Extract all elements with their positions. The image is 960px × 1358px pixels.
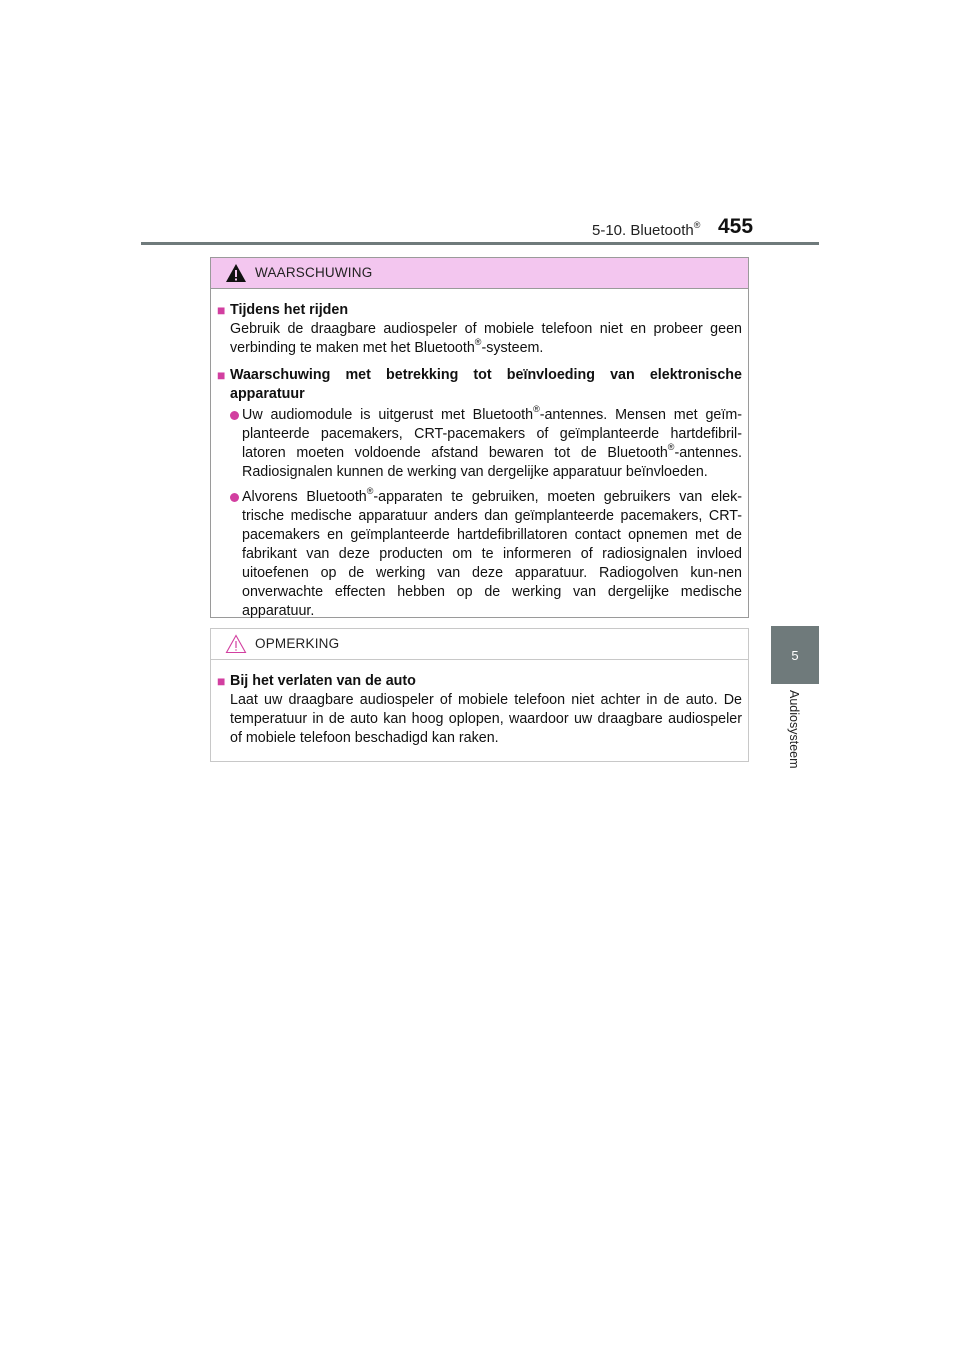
round-bullet-icon — [230, 411, 239, 420]
text-segment: Alvorens Bluetooth — [242, 489, 367, 505]
warning-triangle-outline-icon — [225, 634, 247, 654]
notice-label: OPMERKING — [255, 636, 340, 651]
warning-header — [211, 258, 748, 289]
text-segment: -antennes. Radiosignalen kunnen de werking van dergelijke apparatuur beïnvloeden. — [242, 445, 742, 480]
registered-mark: ® — [366, 486, 374, 496]
warning-triangle-filled-icon — [225, 263, 247, 283]
notice-item-title — [217, 672, 742, 691]
warning-item-title-text: Waarschuwing met betrekking tot beïnvloeding van elektronische apparatuur — [230, 367, 742, 402]
warning-item-title-text: Tijdens het rijden — [230, 302, 349, 318]
bullet-text — [242, 406, 742, 482]
registered-mark: ® — [667, 442, 675, 452]
page-number: 455 — [718, 215, 754, 238]
warning-item-title — [217, 366, 742, 404]
notice-item-title-text: Bij het verlaten van de auto — [230, 673, 416, 689]
notice-box — [210, 628, 749, 762]
section-title — [592, 220, 700, 239]
square-bullet-icon: ■ — [217, 367, 226, 383]
chapter-tab: 5 — [771, 626, 819, 684]
registered-mark: ® — [533, 404, 540, 414]
registered-mark: ® — [693, 220, 701, 230]
text-segment: -antennes. Mensen met geïm-planteerde pacemakers, CRT-pacemakers of geïmplanteerde hartdefibril-latoren moeten voldoende afstand bewaren tot de Bluetooth — [242, 407, 743, 461]
chapter-label-wrap — [770, 690, 820, 790]
square-bullet-icon: ■ — [217, 302, 226, 318]
text-segment: -systeem. — [481, 340, 544, 356]
warning-item-title — [217, 301, 742, 320]
header-rule — [141, 242, 819, 245]
bullet-text — [242, 488, 742, 621]
text-segment: Uw audiomodule is uitgerust met Bluetooth — [242, 407, 534, 423]
notice-header — [211, 629, 748, 660]
square-bullet-icon: ■ — [217, 673, 226, 689]
chapter-label: Audiosysteem — [787, 690, 801, 769]
registered-mark: ® — [474, 337, 482, 347]
text-segment: Gebruik de draagbare audiospeler of mobiele telefoon niet en probeer geen verbinding te maken met het Bluetooth — [230, 321, 742, 356]
warning-bullet — [217, 406, 742, 482]
section-title-text: 5-10. Bluetooth — [592, 222, 694, 239]
page-header — [0, 0, 960, 250]
warning-bullet — [217, 488, 742, 621]
text-segment: -apparaten te gebruiken, moeten gebruikers van elek-trische medische apparatuur anders dan geïmplanteerde pacemakers, CRT-pacemakers en geïmplanteerde hartdefibrillatoren contact opnemen met de fabrikant van deze producten om te informeren of radiosignalen invloed uitoefenen op de werking van deze apparatuur. Radiogolven kun-nen onverwachte effecten hebben op de werking van dergelijke medische apparatuur. — [242, 489, 742, 619]
warning-item-text — [217, 320, 742, 358]
round-bullet-icon — [230, 493, 239, 502]
warning-label: WAARSCHUWING — [255, 265, 373, 280]
notice-item-text: Laat uw draagbare audiospeler of mobiele telefoon niet achter in de auto. De temperatuur in de auto kan hoog oplopen, waardoor uw draagbare audiospeler of mobiele telefoon beschadigd kan raken. — [230, 692, 742, 746]
notice-body — [211, 660, 748, 748]
warning-box — [210, 257, 749, 618]
warning-body — [211, 289, 748, 621]
